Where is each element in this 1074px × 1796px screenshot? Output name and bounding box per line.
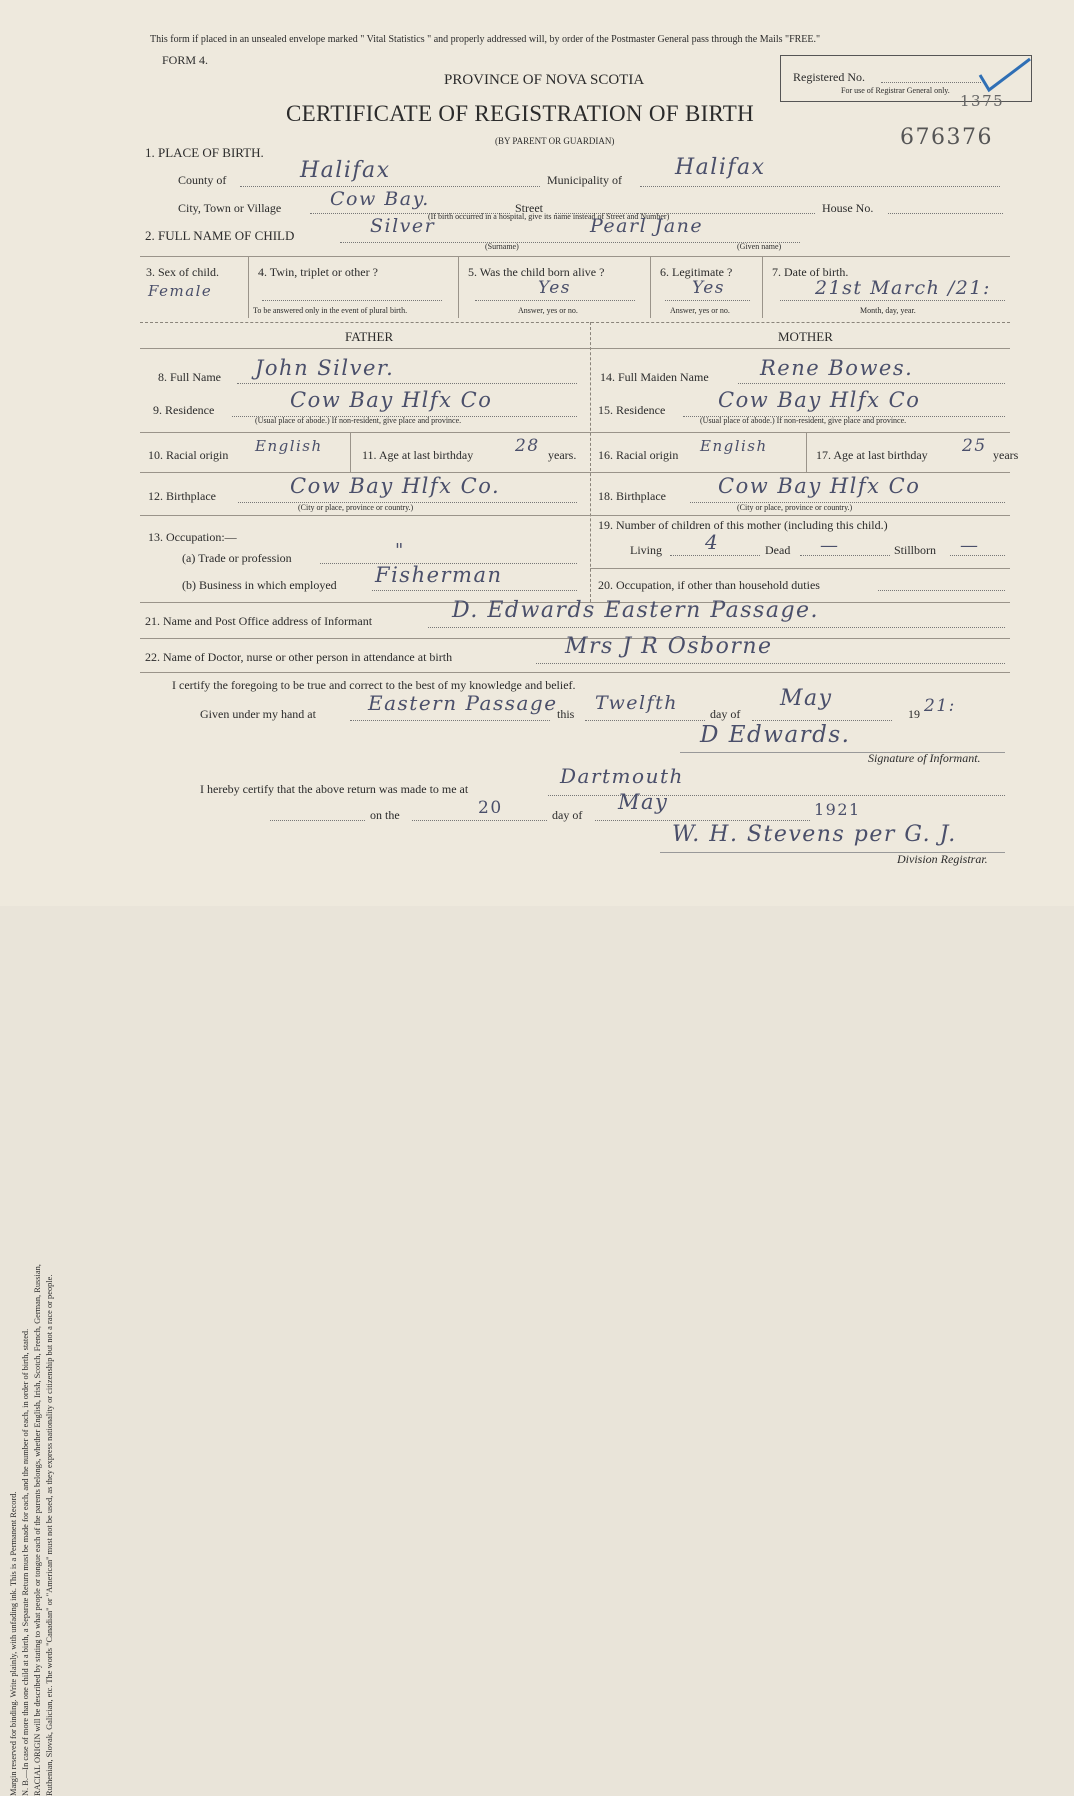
children-count-label: 19. Number of children of this mother (including this child.): [598, 518, 888, 532]
municipality-label: Municipality of: [547, 173, 622, 187]
page-title: CERTIFICATE OF REGISTRATION OF BIRTH: [286, 101, 755, 126]
father-racial-value: English: [255, 437, 323, 455]
registered-number: 1375: [960, 92, 1005, 110]
trade-label: (a) Trade or profession: [182, 551, 292, 565]
informant-signature: D Edwards.: [700, 722, 851, 748]
certify-month-value: May: [780, 686, 833, 711]
street-note: (If birth occurred in a hospital, give its name instead of Street and Number): [428, 212, 670, 221]
house-number-label: House No.: [822, 201, 874, 215]
father-birthplace-label: 12. Birthplace: [148, 489, 216, 503]
living-label: Living: [630, 543, 662, 557]
living-value: 4: [705, 530, 720, 554]
mother-occupation-label: 20. Occupation, if other than household duties: [598, 578, 820, 592]
check-mark-icon: [975, 55, 1035, 95]
twin-note: To be answered only in the event of plural birth.: [253, 306, 408, 315]
mother-name-value: Rene Bowes.: [760, 356, 914, 380]
trade-value: ": [395, 540, 405, 561]
registrar-on-label: on the: [370, 808, 400, 822]
mother-residence-value: Cow Bay Hlfx Co: [718, 388, 921, 412]
legitimate-note: Answer, yes or no.: [670, 306, 730, 315]
given-place-value: Eastern Passage: [368, 691, 558, 715]
certify-year-value: 21:: [924, 696, 956, 716]
father-birthplace-value: Cow Bay Hlfx Co.: [290, 474, 501, 498]
registrar-place-value: Dartmouth: [560, 764, 684, 788]
mother-residence-note: (Usual place of abode.) If non-resident, give place and province.: [700, 416, 907, 425]
dob-value: 21st March /21:: [815, 277, 991, 299]
stillborn-value: —: [960, 535, 980, 556]
given-caption: (Given name): [737, 242, 782, 251]
registrar-caption: Division Registrar.: [897, 852, 988, 866]
dob-note: Month, day, year.: [860, 306, 916, 315]
doctor-label: 22. Name of Doctor, nurse or other person in attendance at birth: [145, 650, 453, 664]
father-name-label: 8. Full Name: [158, 370, 221, 384]
mother-residence-label: 15. Residence: [598, 403, 666, 417]
stillborn-label: Stillborn: [894, 543, 937, 557]
county-value: Halifax: [300, 158, 391, 183]
mother-heading: MOTHER: [778, 329, 833, 344]
margin-note-3: RACIAL ORIGIN will be described by stating to what people or tongue each of the parents belongs, whether English, Irish, Scotch, French, German, Russian,: [33, 1264, 42, 1796]
dead-label: Dead: [765, 543, 791, 557]
twin-label: 4. Twin, triplet or other ?: [258, 265, 378, 279]
business-value: Fisherman: [375, 563, 503, 587]
alive-value: Yes: [538, 278, 572, 298]
place-of-birth-label: 1. PLACE OF BIRTH.: [145, 145, 264, 160]
province-heading: PROVINCE OF NOVA SCOTIA: [444, 72, 645, 88]
registered-label: Registered No.: [793, 70, 865, 84]
alive-label: 5. Was the child born alive ?: [468, 265, 605, 279]
municipality-value: Halifax: [675, 155, 766, 180]
stamp-number: 676376: [900, 125, 993, 150]
informant-value: D. Edwards Eastern Passage.: [452, 598, 820, 623]
registrar-day-value: 20: [478, 798, 503, 818]
father-residence-label: 9. Residence: [153, 403, 215, 417]
father-racial-label: 10. Racial origin: [148, 448, 229, 462]
child-surname-value: Silver: [370, 215, 436, 237]
sex-label: 3. Sex of child.: [146, 265, 219, 279]
informant-label: 21. Name and Post Office address of Informant: [145, 614, 373, 628]
surname-caption: (Surname): [485, 242, 519, 251]
mother-age-label: 17. Age at last birthday: [816, 448, 928, 462]
registrar-year-value: 1921: [814, 800, 861, 819]
mother-years-label: years: [993, 448, 1019, 462]
page-subtitle: (BY PARENT OR GUARDIAN): [495, 136, 615, 146]
this-label: this: [557, 707, 575, 721]
certify-text: I certify the foregoing to be true and correct to the best of my knowledge and belief.: [172, 678, 576, 692]
mother-birthplace-value: Cow Bay Hlfx Co: [718, 474, 921, 498]
mother-birthplace-note: (City or place, province or country.): [737, 503, 853, 512]
city-label: City, Town or Village: [178, 201, 282, 215]
certify-day-value: Twelfth: [595, 692, 678, 714]
registrar-signature: W. H. Stevens per G. J.: [672, 822, 957, 847]
father-heading: FATHER: [345, 329, 394, 344]
registrar-day-label: day of: [552, 808, 583, 822]
legitimate-value: Yes: [692, 278, 726, 298]
dead-value: —: [820, 535, 840, 556]
father-name-value: John Silver.: [255, 356, 395, 380]
legitimate-label: 6. Legitimate ?: [660, 265, 733, 279]
father-age-value: 28: [515, 436, 540, 456]
city-value: Cow Bay.: [330, 188, 430, 210]
dob-label: 7. Date of birth.: [772, 265, 849, 279]
mother-age-value: 25: [962, 436, 987, 456]
father-years-label: years.: [548, 448, 577, 462]
alive-note: Answer, yes or no.: [518, 306, 578, 315]
child-given-value: Pearl Jane: [590, 215, 704, 237]
father-age-label: 11. Age at last birthday: [362, 448, 474, 462]
certify-day-label: day of: [710, 707, 741, 721]
mother-racial-value: English: [700, 437, 768, 455]
doctor-value: Mrs J R Osborne: [565, 634, 773, 659]
street-label: Street: [515, 201, 543, 215]
informant-signature-caption: Signature of Informant.: [868, 751, 981, 765]
child-name-label: 2. FULL NAME OF CHILD: [145, 228, 295, 243]
father-occupation-label: 13. Occupation:—: [148, 530, 237, 544]
given-under-label: Given under my hand at: [200, 707, 316, 721]
registrar-use-note: For use of Registrar General only.: [841, 86, 950, 95]
mail-notice: This form if placed in an unsealed envelope marked " Vital Statistics " and properly addressed will, by order of the Postmaster General pass through the Mails "FREE.": [150, 34, 821, 45]
form-number: FORM 4.: [162, 53, 209, 67]
margin-note-1: Margin reserved for binding. Write plainly, with unfading ink. This is a Permanent Record.: [9, 1491, 18, 1796]
father-residence-value: Cow Bay Hlfx Co: [290, 388, 493, 412]
mother-name-label: 14. Full Maiden Name: [600, 370, 709, 384]
certify-year-prefix: 19: [908, 707, 920, 721]
mother-racial-label: 16. Racial origin: [598, 448, 679, 462]
county-label: County of: [178, 173, 227, 187]
registrar-month-value: May: [618, 790, 669, 814]
mother-birthplace-label: 18. Birthplace: [598, 489, 666, 503]
margin-notes: [8, 906, 128, 1796]
margin-note-4: Ruthenian, Slovak, Galician, etc. The words "Canadian" or "American" must not be used, as they express nationality or citizenship but not a race or people.: [45, 1274, 54, 1796]
margin-note-2: N. B.—In case of more than one child at a birth, a Separate Return must be made for each, and the number of each, in order of birth, stated.: [21, 1328, 30, 1796]
business-label: (b) Business in which employed: [182, 578, 337, 592]
father-residence-note: (Usual place of abode.) If non-resident, give place and province.: [255, 416, 462, 425]
father-birthplace-note: (City or place, province or country.): [298, 503, 414, 512]
sex-value: Female: [148, 282, 213, 300]
registrar-text: I hereby certify that the above return was made to me at: [200, 782, 469, 796]
